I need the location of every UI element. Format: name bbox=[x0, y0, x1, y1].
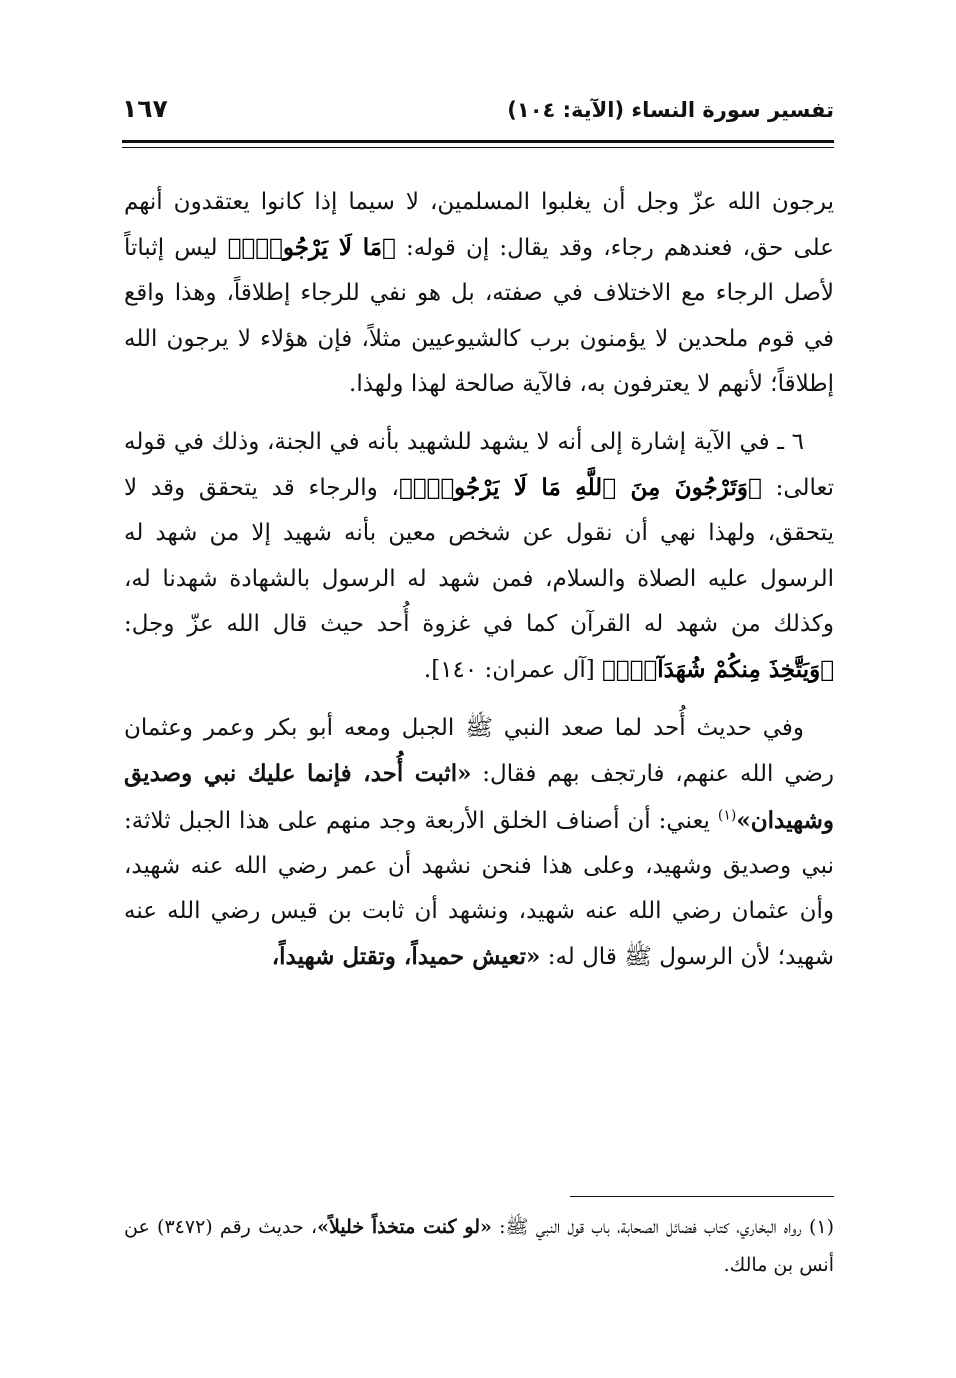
text-run: ٦ ـ في الآية إشارة إلى أنه لا يشهد للشهيد بأنه في الجنة، وذلك في قوله تعالى: bbox=[124, 429, 834, 502]
text-run: يعني: أن أصناف الخلق الأربعة وجد منهم على هذا الجبل ثلاثة: نبي وصديق وشهيد، وعلى هذا فنحن نشهد أن عمر رضي الله عنه شهيد، وأن عثمان رضي الله عنه شهيد، ونشهد أن ثابت بن قيس رضي الله عنه شهيد؛ لأن الرسول ﷺ قال له: bbox=[124, 807, 834, 971]
text-run: ، والرجاء قد يتحقق وقد لا يتحقق، ولهذا نهي أن نقول عن شخص معين بأنه شهيد إلا من شهد له الرسول عليه الصلاة والسلام، فمن شهد له الرسول بالشهادة شهدنا له، وكذلك من شهد له القرآن كما في غزوة أُحد حيث قال الله عزّ وجل: bbox=[124, 475, 834, 637]
text-run: ، حديث رقم (٣٤٧٢) عن أنس بن مالك. bbox=[124, 1216, 834, 1276]
footnote-reference: (١) bbox=[717, 806, 737, 823]
paragraph-3 bbox=[124, 706, 834, 980]
header-rule-thin bbox=[122, 147, 834, 148]
footnote bbox=[124, 1208, 834, 1284]
header-rule-thick bbox=[122, 140, 834, 143]
paragraph-1 bbox=[124, 180, 834, 407]
text-run: وفي حديث أُحد لما صعد النبي ﷺ الجبل ومعه أبو بكر وعمر وعثمان رضي الله عنهم، فارتجف بهم فقال: bbox=[124, 715, 834, 788]
main-text bbox=[124, 180, 834, 980]
text-run: ليس إثباتاً لأصل الرجاء مع الاختلاف في صفته، بل هو نفي للرجاء إطلاقاً، وهذا واقع في قوم ملحدين لا يؤمنون برب كالشيوعيين مثلاً، فإن هؤلاء لا يرجون الله إطلاقاً؛ لأنهم لا يعترفون به، فالآية صالحة لهذا ولهذا. bbox=[124, 235, 834, 397]
text-run: (١) رواه البخاري، كتاب فضائل الصحابة، باب قول النبي ﷺ: bbox=[491, 1216, 835, 1238]
quran-quote: ﴿وَيَتَّخِذَ مِنكُمْ شُهَدَآءَۗ﴾ bbox=[602, 656, 834, 684]
hadith-quote: «لو كنت متخذاً خليلاً» bbox=[317, 1216, 492, 1238]
paragraph-2 bbox=[124, 420, 834, 693]
hadith-quote: «تعيش حميداً، وتقتل شهيداً، bbox=[271, 943, 541, 971]
footnote-separator bbox=[570, 1196, 834, 1197]
quran-quote: ﴿مَا لَا يَرْجُونَۗ﴾ bbox=[227, 234, 396, 262]
text-run: [آل عمران: ١٤٠]. bbox=[423, 657, 602, 684]
text-run: يرجون الله عزّ وجل أن يغلبوا المسلمين، لا سيما إذا كانوا يعتقدون أنهم على حق، فعندهم رجاء، وقد يقال: إن قوله: bbox=[124, 189, 834, 262]
footnote-text bbox=[124, 1208, 834, 1284]
quran-quote: ﴿وَتَرْجُونَ مِنَ ٱللَّهِ مَا لَا يَرْجُونَۗ﴾ bbox=[398, 474, 762, 502]
hadith-quote: «اثبت أُحد، فإنما عليك نبي وصديق وشهيدان» bbox=[124, 760, 834, 834]
running-title: تفسير سورة النساء (الآية: ١٠٤) bbox=[507, 98, 834, 122]
page-header bbox=[122, 92, 834, 134]
page-number: ١٦٧ bbox=[122, 94, 168, 123]
